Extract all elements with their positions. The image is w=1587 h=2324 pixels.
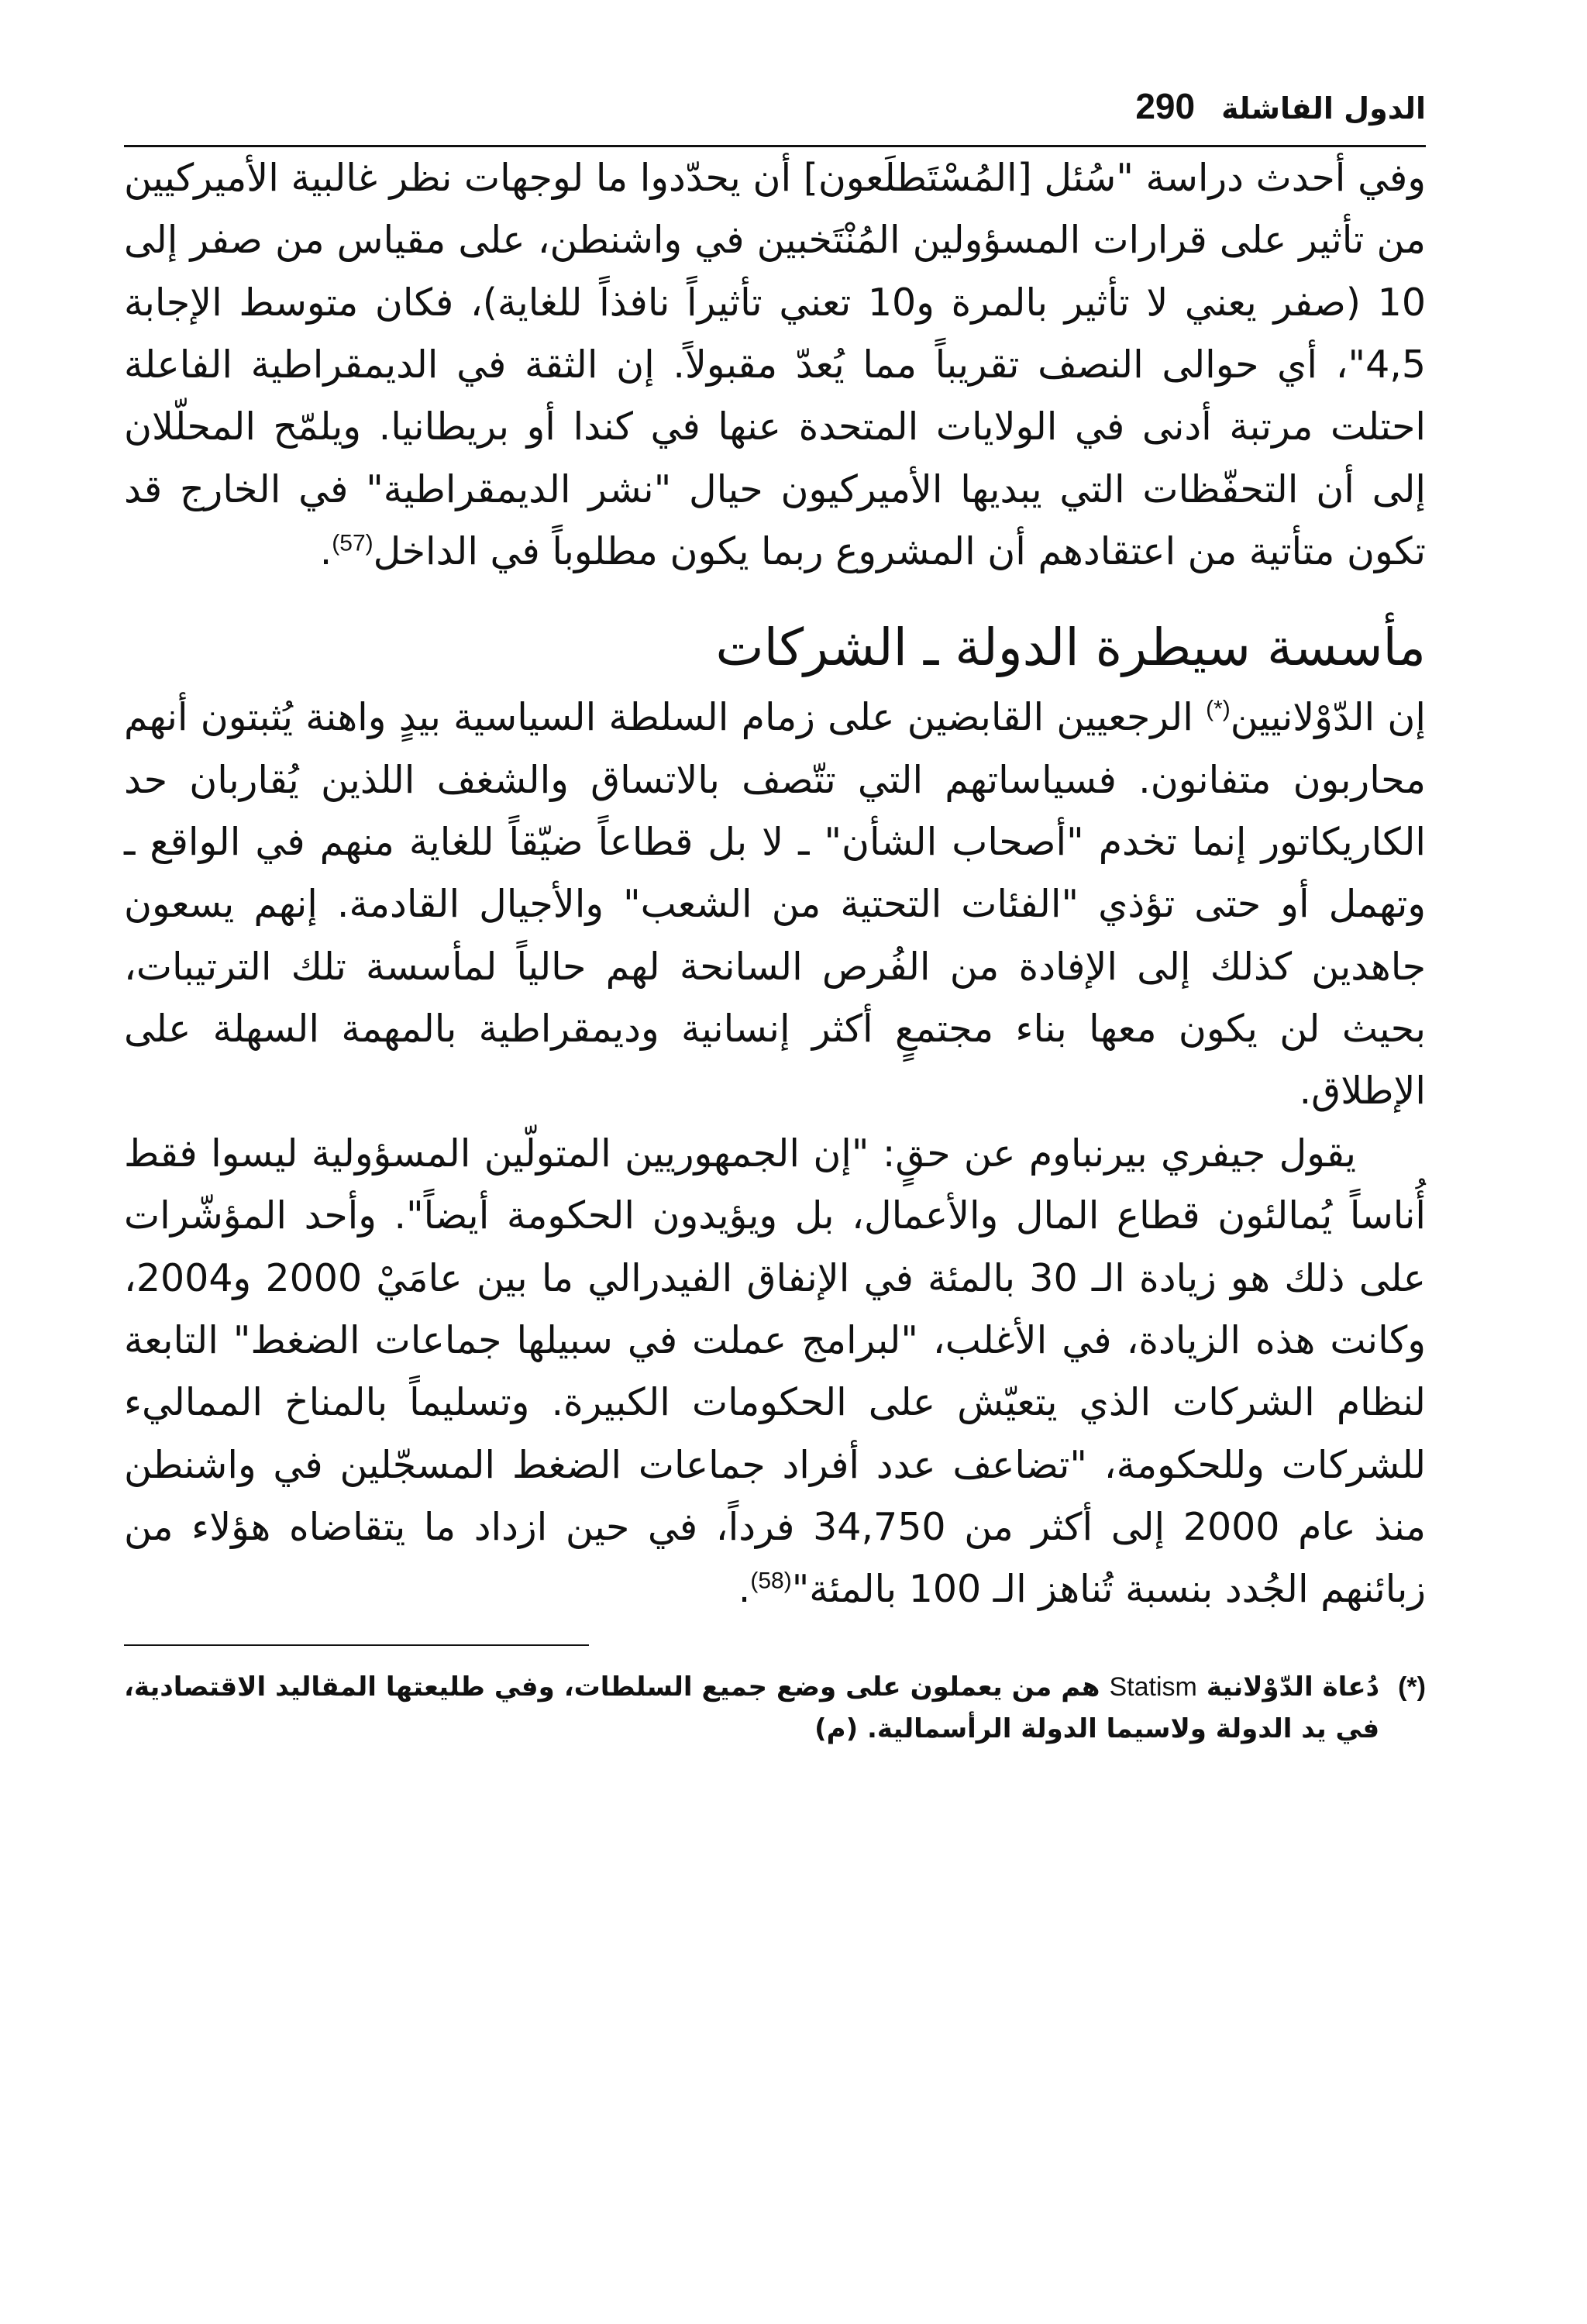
paragraph-2 [124, 687, 1426, 1123]
paragraph-2-lead: إن الدّوْلانيين [1230, 695, 1426, 740]
footnote-latin-term: Statism [1109, 1672, 1197, 1702]
footnote [124, 1666, 1426, 1751]
note-ref-star[interactable]: (*) [1206, 696, 1231, 722]
paragraph-1-text: وفي أحدث دراسة "سُئل [المُسْتَطلَعون] أن يحدّدوا ما لوجهات نظر غالبية الأميركيين من تأثير على قرارات المسؤولين المُنْتَخبين في واشنطن، على مقياس من صفر إلى 10 (صفر يعني لا تأثير بالمرة و10 تعني تأثيراً نافذاً للغاية)، فكان متوسط الإجابة 4,5"، أي حوالى النصف تقريباً مما يُعدّ مقبولاً. إن الثقة في الديمقراطية الفاعلة احتلت مرتبة أدنى في الولايات المتحدة عنها في كندا أو بريطانيا. ويلمّح المحلّلان إلى أن التحفّظات التي يبديها الأميركيون حيال "نشر الديمقراطية" في الخارج قد تكون متأتية من اعتقادهم أن المشروع ربما يكون مطلوباً في الداخل [124, 156, 1426, 574]
note-ref-58[interactable]: (58) [750, 1568, 792, 1595]
paragraph-1-end: . [319, 529, 332, 574]
paragraph-3-text: يقول جيفري بيرنباوم عن حقٍ: "إن الجمهوريين المتولّين المسؤولية ليسوا فقط أُناساً يُمالئون قطاع المال والأعمال، بل ويؤيدون الحكومة أيضاً". وأحد المؤشّرات على ذلك هو زيادة الـ 30 بالمئة في الإنفاق الفيدرالي ما بين عامَيْ 2000 و2004، وكانت هذه الزيادة، في الأغلب، "لبرامج عملت في سبيلها جماعات الضغط" التابعة لنظام الشركات الذي يتعيّش على الحكومات الكبيرة. وتسليماً بالمناخ المماليء للشركات وللحكومة، "تضاعف عدد أفراد جماعات الضغط المسجّلين في واشنطن منذ عام 2000 إلى أكثر من 34,750 فرداً، في حين ازداد ما يتقاضاه هؤلاء من زبائنهم الجُدد بنسبة تُناهز الـ 100 بالمئة" [124, 1131, 1426, 1612]
footnote-text [124, 1666, 1379, 1751]
footnote-text-after: هم من يعملون على وضع جميع السلطات، وفي طليعتها المقاليد الاقتصادية، في يد الدولة ولاسيما الدولة الرأسمالية. (م) [124, 1671, 1380, 1745]
footnote-text-before: دُعاة الدّوْلانية [1196, 1671, 1380, 1703]
section-heading: مأسسة سيطرة الدولة ـ الشركات [715, 617, 1426, 677]
paragraph-1 [124, 147, 1426, 584]
running-title: الدول الفاشلة [1221, 91, 1426, 126]
note-ref-57[interactable]: (57) [332, 530, 374, 556]
footnote-divider [124, 1644, 589, 1646]
page-number: 290 [1135, 86, 1196, 126]
page-content [124, 85, 1426, 1750]
paragraph-3 [124, 1123, 1426, 1621]
running-header [124, 85, 1426, 147]
footnote-marker: (*) [1398, 1672, 1426, 1702]
paragraph-3-end: . [738, 1567, 751, 1612]
paragraph-2-text: الرجعيين القابضين على زمام السلطة السياسية بيدٍ واهنة يُثبتون أنهم محاربون متفانون. فسياساتهم التي تتّصف بالاتساق والشغف اللذين يُقاربان حد الكاريكاتور إنما تخدم "أصحاب الشأن" ـ لا بل قطاعاً ضيّقاً للغاية منهم في الواقع ـ وتهمل أو حتى تؤذي "الفئات التحتية من الشعب" والأجيال القادمة. إنهم يسعون جاهدين كذلك إلى الإفادة من الفُرص السانحة لهم حالياً لمأسسة تلك الترتيبات، بحيث لن يكون معها بناء مجتمعٍ أكثر إنسانية وديمقراطية بالمهمة السهلة على الإطلاق. [124, 695, 1426, 1114]
